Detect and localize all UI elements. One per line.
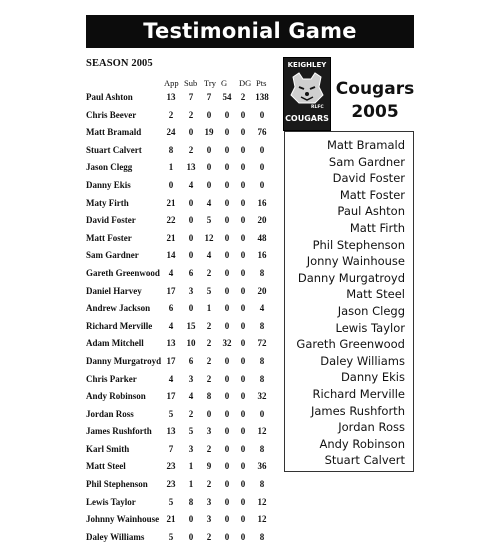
player-name: Matt Steel: [86, 461, 126, 472]
stat-dg: 0: [240, 162, 246, 173]
stat-dg: 0: [240, 514, 246, 525]
player-name: Matt Bramald: [86, 127, 142, 138]
stat-sub: 1: [188, 461, 194, 472]
player-name: Daley Williams: [86, 531, 145, 542]
player-name: Karl Smith: [86, 443, 130, 454]
stat-sub: 10: [186, 338, 196, 349]
stat-app: 8: [168, 144, 174, 155]
stat-sub: 3: [188, 285, 194, 296]
logo-top-text: KEIGHLEY: [287, 61, 327, 69]
stat-dg: 0: [240, 109, 246, 120]
stat-pts: 8: [259, 267, 265, 278]
logo-bottom-text: COUGARS: [285, 114, 329, 123]
stat-sub: 3: [188, 373, 194, 384]
lineup-player: Danny Ekis: [340, 370, 405, 385]
stat-app: 22: [166, 215, 176, 226]
stat-app: 13: [166, 426, 176, 437]
stat-sub: 5: [188, 426, 194, 437]
player-name: Danny Ekis: [86, 179, 131, 190]
stat-try: 0: [206, 408, 212, 419]
stat-g: 0: [224, 162, 230, 173]
stat-sub: 0: [188, 215, 194, 226]
stat-g: 0: [224, 232, 230, 243]
player-name: Andy Robinson: [86, 391, 146, 402]
header-dg: DG: [239, 78, 252, 88]
player-name: Chris Parker: [86, 373, 137, 384]
stat-try: 2: [206, 373, 212, 384]
stat-pts: 0: [259, 179, 265, 190]
stat-pts: 12: [257, 514, 267, 525]
stat-try: 0: [206, 144, 212, 155]
stat-pts: 0: [259, 162, 265, 173]
lineup-player: Daley Williams: [320, 353, 405, 368]
stat-dg: 0: [240, 320, 246, 331]
stat-sub: 0: [188, 232, 194, 243]
stat-try: 3: [206, 514, 212, 525]
stat-try: 2: [206, 355, 212, 366]
stat-try: 5: [206, 285, 212, 296]
stat-try: 2: [206, 531, 212, 542]
stat-g: 54: [222, 92, 232, 102]
logo-sub-text: RLFC: [311, 105, 324, 110]
lineup-player: Sam Gardner: [328, 154, 405, 169]
lineup-player: Jonny Wainhouse: [306, 254, 405, 269]
lineup-player: Paul Ashton: [337, 204, 405, 219]
stat-app: 21: [166, 232, 176, 243]
stat-app: 6: [168, 303, 174, 314]
stat-pts: 20: [257, 285, 267, 296]
stat-app: 23: [166, 461, 176, 472]
lineup-player: Lewis Taylor: [335, 320, 405, 335]
lineup-player: Phil Stephenson: [312, 237, 405, 252]
stat-pts: 8: [259, 373, 265, 384]
stat-try: 19: [204, 127, 214, 138]
lineup-player: Matt Foster: [339, 187, 405, 202]
stat-dg: 0: [240, 250, 246, 261]
stat-sub: 7: [188, 92, 194, 102]
stat-dg: 0: [240, 426, 246, 437]
player-name: Johnny Wainhouse: [86, 514, 160, 525]
stat-dg: 0: [240, 303, 246, 314]
stat-sub: 0: [188, 531, 194, 542]
stat-g: 0: [224, 426, 230, 437]
stat-app: 23: [166, 479, 176, 490]
stat-pts: 0: [259, 109, 265, 120]
stat-app: 5: [168, 496, 174, 507]
stat-pts: 72: [257, 338, 267, 349]
player-name: Matt Foster: [86, 232, 132, 243]
stat-pts: 8: [259, 443, 265, 454]
stat-g: 0: [224, 514, 230, 525]
stat-g: 0: [224, 144, 230, 155]
lineup-player: James Rushforth: [310, 403, 405, 418]
stat-dg: 0: [240, 215, 246, 226]
stat-pts: 8: [259, 479, 265, 490]
stat-try: 0: [206, 109, 212, 120]
stat-sub: 1: [188, 479, 194, 490]
stat-app: 17: [166, 391, 176, 402]
stat-app: 17: [166, 355, 176, 366]
stat-try: 4: [206, 197, 212, 208]
player-name: Andrew Jackson: [86, 303, 151, 314]
stat-pts: 0: [259, 408, 265, 419]
stat-sub: 3: [188, 443, 194, 454]
player-name: Paul Ashton: [86, 92, 133, 102]
stat-dg: 0: [240, 355, 246, 366]
player-name: Lewis Taylor: [86, 496, 136, 507]
stat-pts: 8: [259, 531, 265, 542]
team-year: 2005: [351, 102, 399, 122]
stat-app: 4: [168, 267, 174, 278]
stat-dg: 0: [240, 461, 246, 472]
stat-app: 24: [166, 127, 176, 138]
stat-try: 2: [206, 338, 212, 349]
stat-g: 0: [224, 285, 230, 296]
player-name: Jason Clegg: [86, 162, 133, 173]
lineup-player: Gareth Greenwood: [296, 337, 405, 352]
stat-sub: 2: [188, 109, 194, 120]
stat-g: 0: [224, 197, 230, 208]
player-name: Daniel Harvey: [86, 285, 142, 296]
stat-g: 0: [224, 179, 230, 190]
player-name: Danny Murgatroyd: [86, 355, 162, 366]
season-label: SEASON 2005: [86, 58, 153, 69]
lineup-player: Matt Steel: [346, 287, 405, 302]
stat-pts: 12: [257, 426, 267, 437]
stat-dg: 0: [240, 391, 246, 402]
stat-g: 32: [222, 338, 232, 349]
stat-sub: 0: [188, 197, 194, 208]
stat-app: 14: [166, 250, 176, 261]
stat-sub: 6: [188, 267, 194, 278]
stat-app: 4: [168, 320, 174, 331]
player-name: Sam Gardner: [86, 250, 139, 261]
stat-sub: 2: [188, 144, 194, 155]
stat-try: 2: [206, 443, 212, 454]
stat-app: 2: [168, 109, 174, 120]
stat-g: 0: [224, 109, 230, 120]
stat-pts: 4: [259, 303, 265, 314]
stat-try: 2: [206, 267, 212, 278]
stat-pts: 12: [257, 496, 267, 507]
stat-g: 0: [224, 531, 230, 542]
stat-g: 0: [224, 479, 230, 490]
stat-g: 0: [224, 408, 230, 419]
cougar-head-icon: [289, 71, 325, 105]
stat-sub: 0: [188, 303, 194, 314]
header-sub: Sub: [184, 78, 198, 88]
stat-app: 13: [166, 92, 176, 102]
stat-sub: 0: [188, 514, 194, 525]
stat-dg: 0: [240, 338, 246, 349]
stat-g: 0: [224, 303, 230, 314]
stat-dg: 0: [240, 144, 246, 155]
stat-sub: 4: [188, 391, 194, 402]
lineup-player: Matt Firth: [349, 221, 405, 235]
stat-try: 12: [204, 232, 214, 243]
stat-pts: 16: [257, 250, 267, 261]
lineup-player: Stuart Calvert: [324, 453, 405, 468]
club-logo: [283, 57, 331, 131]
player-name: Maty Firth: [86, 197, 129, 208]
player-name: David Foster: [86, 215, 136, 226]
lineup-player: Richard Merville: [312, 387, 405, 401]
player-name: Chris Beever: [86, 109, 137, 120]
stat-g: 0: [224, 373, 230, 384]
stat-sub: 13: [186, 162, 196, 173]
stat-pts: 0: [259, 144, 265, 155]
stat-g: 0: [224, 127, 230, 138]
stat-sub: 0: [188, 127, 194, 138]
stat-app: 7: [168, 443, 174, 454]
stat-pts: 36: [257, 461, 267, 472]
stat-dg: 0: [240, 443, 246, 454]
lineup-player: David Foster: [332, 171, 405, 186]
stat-g: 0: [224, 267, 230, 278]
stat-dg: 0: [240, 373, 246, 384]
stat-try: 4: [206, 250, 212, 261]
stat-app: 13: [166, 338, 176, 349]
stat-app: 17: [166, 285, 176, 296]
stat-try: 3: [206, 426, 212, 437]
stat-sub: 2: [188, 408, 194, 419]
stat-app: 4: [168, 373, 174, 384]
stat-app: 5: [168, 408, 174, 419]
lineup-player: Andy Robinson: [319, 436, 405, 451]
header-try: Try: [204, 78, 216, 88]
stat-sub: 4: [188, 179, 194, 190]
stat-g: 0: [224, 250, 230, 261]
stat-pts: 76: [257, 127, 267, 138]
stat-try: 7: [206, 92, 212, 102]
player-name: James Rushforth: [86, 426, 152, 437]
lineup-player: Jason Clegg: [337, 304, 405, 318]
header-pts: Pts: [256, 78, 267, 88]
stat-dg: 0: [240, 531, 246, 542]
stat-g: 0: [224, 391, 230, 402]
header-g: G: [221, 78, 228, 88]
lineup-player: Danny Murgatroyd: [297, 270, 405, 285]
stat-g: 0: [224, 496, 230, 507]
stat-try: 2: [206, 479, 212, 490]
stat-try: 2: [206, 320, 212, 331]
stat-dg: 0: [240, 197, 246, 208]
stat-dg: 0: [240, 479, 246, 490]
player-name: Gareth Greenwood: [86, 267, 160, 278]
lineup-player: Matt Bramald: [326, 138, 405, 152]
player-name: Jordan Ross: [86, 408, 134, 419]
stat-dg: 0: [240, 496, 246, 507]
stat-app: 5: [168, 531, 174, 542]
page-title: Testimonial Game: [86, 15, 414, 48]
stat-try: 9: [206, 461, 212, 472]
stat-try: 8: [206, 391, 212, 402]
stat-sub: 8: [188, 496, 194, 507]
stat-app: 21: [166, 514, 176, 525]
stat-dg: 0: [240, 285, 246, 296]
stat-pts: 48: [257, 232, 267, 243]
stat-g: 0: [224, 215, 230, 226]
stat-app: 0: [168, 179, 174, 190]
stat-dg: 0: [240, 267, 246, 278]
stat-pts: 8: [259, 355, 265, 366]
stat-try: 0: [206, 179, 212, 190]
stat-pts: 138: [255, 92, 269, 102]
stat-try: 0: [206, 162, 212, 173]
stat-dg: 0: [240, 127, 246, 138]
stat-dg: 2: [240, 92, 246, 102]
stat-dg: 0: [240, 232, 246, 243]
stat-g: 0: [224, 443, 230, 454]
team-name: Cougars: [335, 79, 415, 99]
stat-pts: 16: [257, 197, 267, 208]
lineup-player: Jordan Ross: [338, 420, 405, 435]
stat-dg: 0: [240, 179, 246, 190]
stat-app: 21: [166, 197, 176, 208]
player-name: Stuart Calvert: [86, 144, 142, 155]
stat-sub: 15: [186, 320, 196, 331]
stat-pts: 20: [257, 215, 267, 226]
stat-try: 1: [206, 303, 212, 314]
player-name: Richard Merville: [86, 320, 153, 331]
stat-g: 0: [224, 461, 230, 472]
player-name: Adam Mitchell: [86, 338, 144, 349]
stat-dg: 0: [240, 408, 246, 419]
stat-sub: 0: [188, 250, 194, 261]
stat-pts: 8: [259, 320, 265, 331]
stat-try: 5: [206, 215, 212, 226]
player-name: Phil Stephenson: [86, 479, 148, 490]
stat-g: 0: [224, 320, 230, 331]
stat-try: 3: [206, 496, 212, 507]
header-app: App: [164, 78, 179, 88]
stat-sub: 6: [188, 355, 194, 366]
team-lineup-box: [284, 131, 414, 472]
stat-pts: 32: [257, 391, 267, 402]
stat-app: 1: [168, 162, 174, 173]
stat-g: 0: [224, 355, 230, 366]
